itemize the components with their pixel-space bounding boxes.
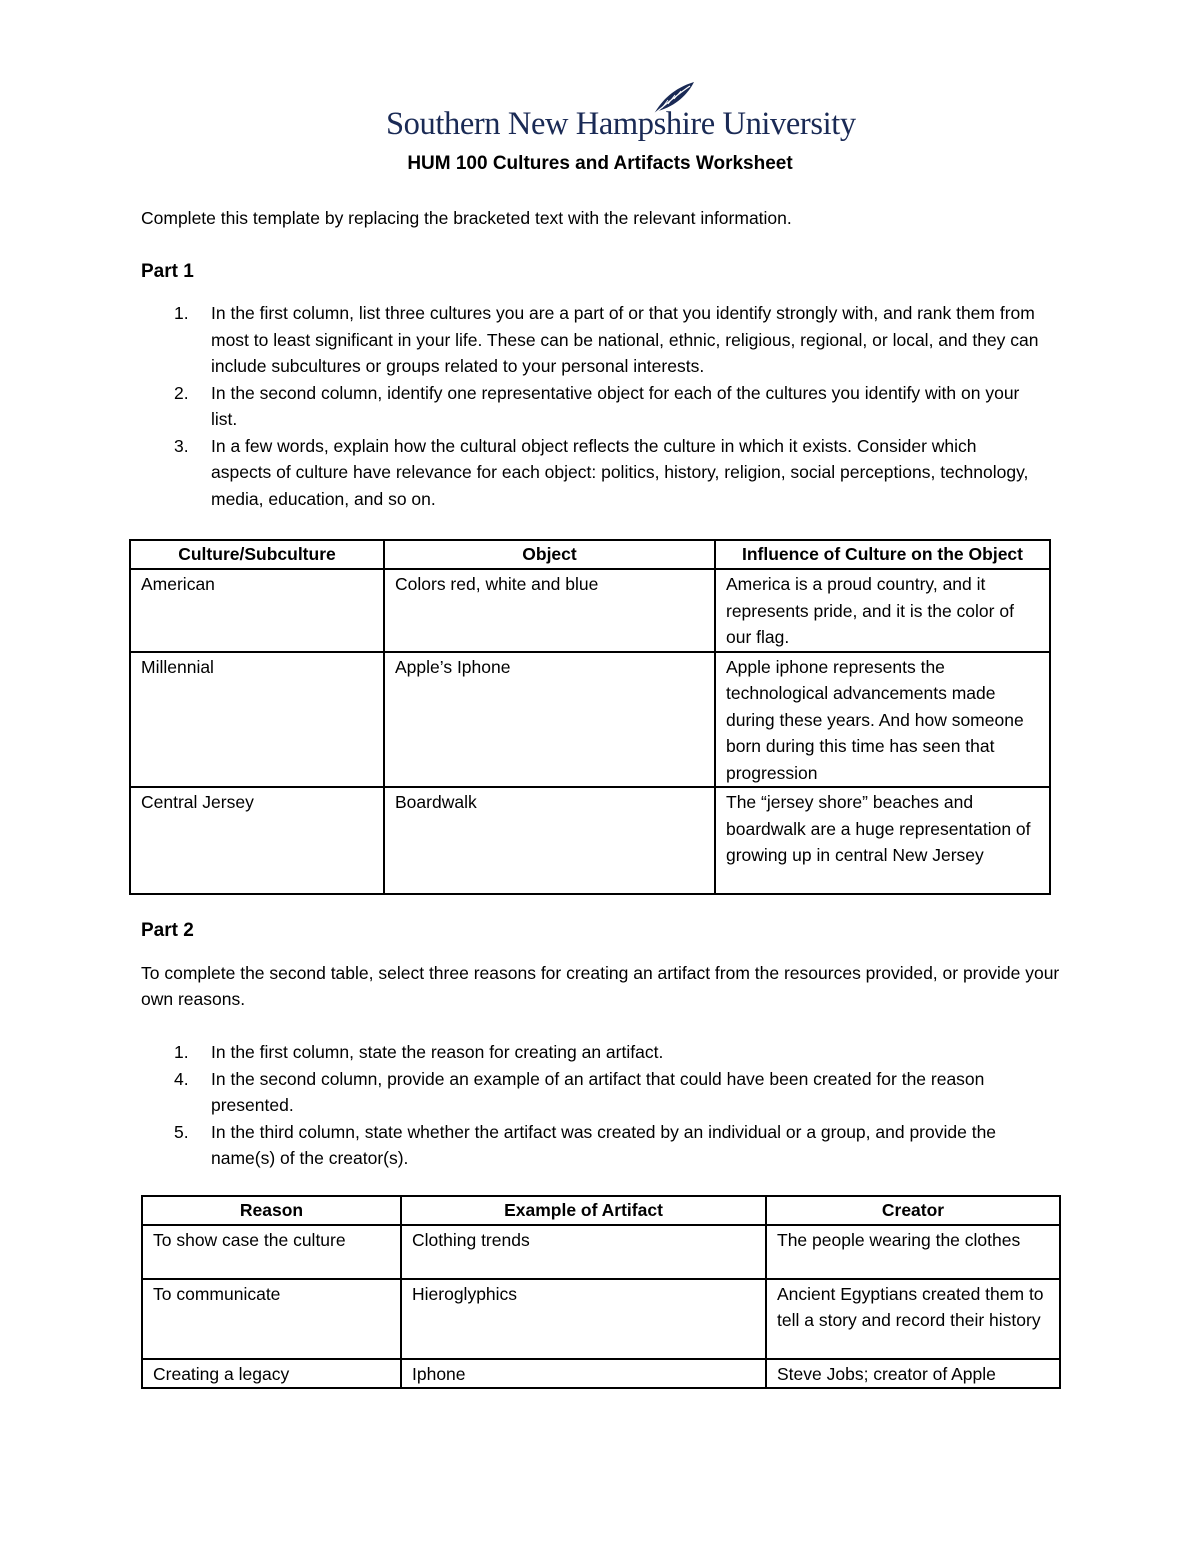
list-item-text: In the first column, list three cultures you are a part of or that you identify strongly with, and rank them from most to least significant in your life. These can be national, ethnic, religious, regional, or local, and they can include subcultures or groups related to your personal interests. [211,303,1039,376]
list-number: 3. [174,435,189,456]
list-number: 1. [174,1042,189,1062]
list-item [141,300,1041,380]
list-item-text: In the second column, provide an example of an artifact that could have been created for the reason presented. [211,1068,985,1115]
page-title: HUM 100 Cultures and Artifacts Worksheet [407,153,793,174]
list-number: 4. [174,1068,189,1089]
list-item-text: In the third column, state whether the artifact was created by an individual or a group, and provide the name(s) of the creator(s). [211,1121,997,1168]
table-cell: To communicate [142,1279,401,1359]
list-item [141,1119,1041,1172]
part1-instructions [141,300,1041,512]
table-cell: Iphone [401,1359,766,1389]
table-cell: Creating a legacy [142,1359,401,1389]
list-item-text: In the first column, state the reason for creating an artifact. [211,1042,664,1062]
list-item-text: In the second column, identify one representative object for each of the cultures you identify with on your list. [211,382,1020,429]
table-row [142,1359,1060,1389]
list-item-text: In a few words, explain how the cultural object reflects the culture in which it exists. Consider which aspects of culture have relevance for each object: politics, history, religion, social perceptions, technology, media, education, and so on. [211,435,1029,509]
column-header: Culture/Subculture [130,540,384,569]
table-cell: Central Jersey [130,787,384,894]
table-row [130,787,1050,894]
university-logo [386,80,856,150]
column-header: Influence of Culture on the Object [715,540,1050,569]
table-row [142,1279,1060,1359]
column-header: Creator [766,1196,1060,1225]
part2-intro: To complete the second table, select three reasons for creating an artifact from the resources provided, or provide your own reasons. [141,963,1060,1009]
list-number: 5. [174,1121,189,1142]
table-cell: To show case the culture [142,1225,401,1279]
table-cell: The people wearing the clothes [766,1225,1060,1279]
table-row [142,1225,1060,1279]
list-item [141,433,1041,513]
list-number: 2. [174,382,189,403]
logo-wordmark: Southern New Hampshire University [386,106,856,142]
table-cell: Apple iphone represents the technological advancements made during these years. And how someone born during this time has seen that progression [715,652,1050,788]
table-cell: America is a proud country, and it represents pride, and it is the color of our flag. [715,569,1050,652]
table-cell: American [130,569,384,652]
table-cell: Colors red, white and blue [384,569,715,652]
table-cell: Boardwalk [384,787,715,894]
table-cell: Apple’s Iphone [384,652,715,788]
cultures-table [129,539,1051,895]
part2-instructions [141,1039,1041,1172]
part1-heading: Part 1 [141,261,194,282]
column-header: Example of Artifact [401,1196,766,1225]
table-header-row [142,1196,1060,1225]
list-number: 1. [174,303,189,323]
table-cell: Hieroglyphics [401,1279,766,1359]
list-item [141,1066,1041,1119]
table-header-row [130,540,1050,569]
table-cell: Millennial [130,652,384,788]
list-item [141,380,1041,433]
table-row [130,569,1050,652]
column-header: Object [384,540,715,569]
artifacts-table [141,1195,1061,1389]
intro-text: Complete this template by replacing the bracketed text with the relevant information. [141,208,792,228]
part2-heading: Part 2 [141,920,194,941]
table-row [130,652,1050,788]
column-header: Reason [142,1196,401,1225]
list-item [141,1039,1041,1066]
table-cell: Clothing trends [401,1225,766,1279]
table-cell: Steve Jobs; creator of Apple [766,1359,1060,1389]
leaf-icon [648,80,696,116]
table-cell: The “jersey shore” beaches and boardwalk are a huge representation of growing up in central New Jersey [715,787,1050,894]
table-cell: Ancient Egyptians created them to tell a story and record their history [766,1279,1060,1359]
